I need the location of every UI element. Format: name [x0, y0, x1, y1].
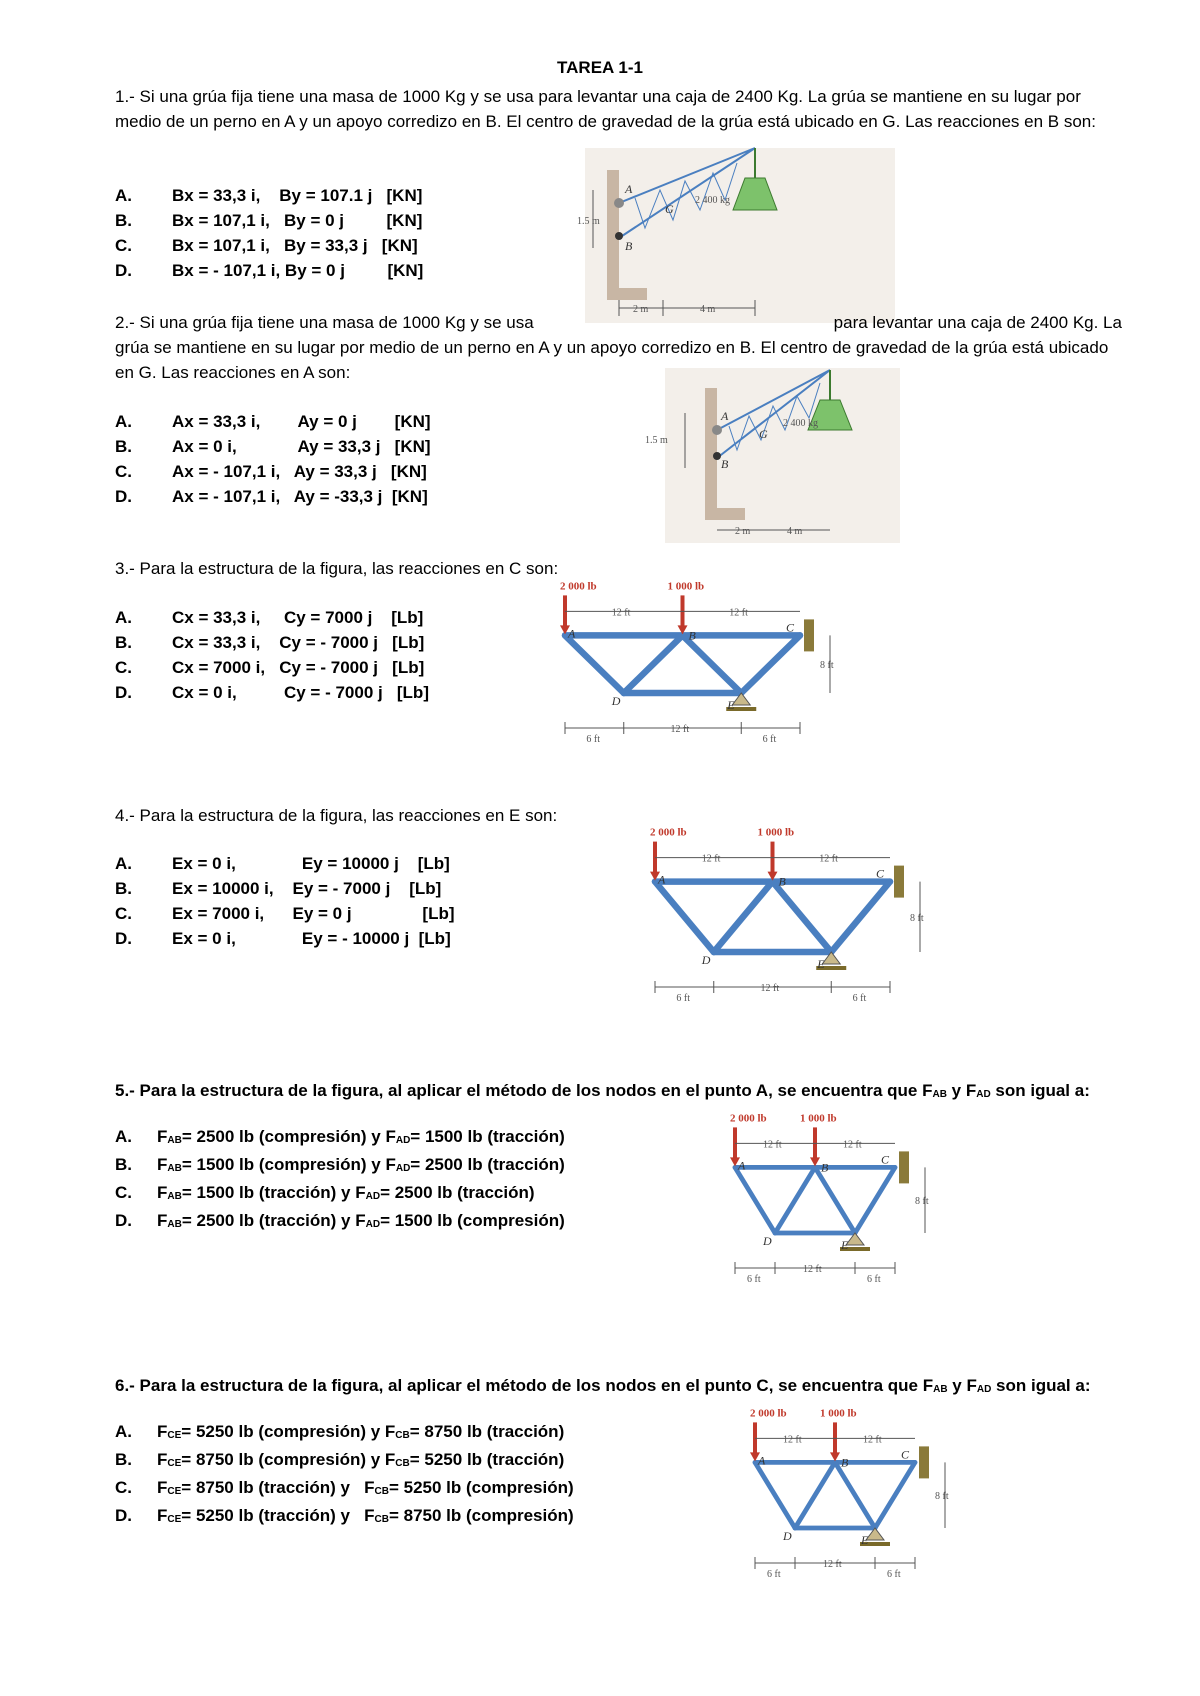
- node-d-label: D: [783, 1529, 792, 1543]
- option-letter: B.: [115, 1155, 132, 1174]
- node-e-label: E: [841, 1238, 849, 1252]
- point-a-label: A: [721, 409, 729, 423]
- truss-figure-3: [555, 580, 845, 765]
- point-b-label: B: [625, 239, 633, 253]
- option-text: $F_{AB}= 2500$ lb (tracción) y $F_{AD}= 1500$ lb (compresión): [157, 1211, 565, 1230]
- option-text: Ex = 0 i, Ey = - 10000 j [Lb]: [172, 929, 451, 948]
- wall-support: [919, 1446, 929, 1478]
- option-letter: B.: [115, 437, 132, 456]
- dim-left: 2 m: [735, 526, 751, 537]
- option-text: Ax = - 107,1 i, Ay = -33,3 j [KN]: [172, 487, 428, 506]
- option-text: Cx = 33,3 i, Cy = - 7000 j [Lb]: [172, 633, 425, 652]
- option-letter: A.: [115, 1422, 132, 1441]
- question-5-options: [115, 1124, 565, 1236]
- wall-support: [894, 866, 904, 898]
- node-d-label: D: [611, 694, 621, 708]
- span-label-2: 12 ft: [863, 1434, 882, 1446]
- question-6-mid: y F: [947, 1376, 977, 1395]
- question-5-main: 5.- Para la estructura de la figura, al aplicar el método de los nodos en el punto A, se encuentra que F: [115, 1081, 933, 1100]
- truss-member: [655, 882, 714, 952]
- option-5c[interactable]: [115, 1180, 565, 1208]
- option-3b[interactable]: [115, 630, 429, 655]
- option-1c[interactable]: [115, 233, 423, 258]
- option-letter: D.: [115, 683, 132, 702]
- option-text: $F_{AB}= 1500$ lb (compresión) y $F_{AD}= 2500$ lb (tracción): [157, 1155, 565, 1174]
- question-2-part-a: 2.- Si una grúa fija tiene una masa de 1000 Kg y se usa: [115, 313, 534, 332]
- option-letter: A.: [115, 608, 132, 627]
- bottom-mid-label: 12 ft: [760, 983, 780, 994]
- truss-member: [624, 635, 683, 693]
- option-text: Bx = 107,1 i, By = 0 j [KN]: [172, 211, 423, 230]
- node-b-label: B: [778, 874, 786, 889]
- option-6d[interactable]: [115, 1503, 574, 1531]
- option-text: $F_{CE}= 8750$ lb (compresión) y $F_{CB}= 5250$ lb (tracción): [157, 1450, 565, 1469]
- bottom-mid-label: 12 ft: [670, 724, 690, 735]
- node-a-label: A: [758, 1453, 766, 1468]
- node-b-label: B: [821, 1160, 829, 1175]
- point-g-label: G: [665, 202, 674, 216]
- truss-figure-6: [745, 1405, 960, 1610]
- option-text: Ax = 0 i, Ay = 33,3 j [KN]: [172, 437, 431, 456]
- span-label-2: 12 ft: [843, 1139, 862, 1151]
- option-6a[interactable]: [115, 1419, 574, 1447]
- option-2a[interactable]: [115, 409, 431, 434]
- node-c-label: C: [786, 620, 795, 635]
- node-e-label: E: [727, 698, 735, 712]
- option-letter: D.: [115, 1211, 132, 1230]
- span-label-2: 12 ft: [819, 853, 838, 865]
- bottom-right-label: 6 ft: [852, 993, 867, 1004]
- truss-member: [755, 1462, 795, 1528]
- option-letter: C.: [115, 904, 132, 923]
- option-text: Bx = - 107,1 i, By = 0 j [KN]: [172, 261, 424, 280]
- load-label-2: 1 000 lb: [667, 580, 705, 593]
- option-text: Ex = 7000 i, Ey = 0 j [Lb]: [172, 904, 455, 923]
- span-label-1: 12 ft: [611, 607, 631, 619]
- option-letter: B.: [115, 211, 132, 230]
- mass-label: 2 400 kg: [695, 195, 730, 206]
- truss-member: [875, 1462, 915, 1528]
- truss-member: [835, 1462, 875, 1528]
- option-letter: A.: [115, 412, 132, 431]
- load-label-2: 1 000 lb: [800, 1112, 837, 1125]
- height-label: 8 ft: [820, 660, 834, 672]
- page-title: TAREA 1-1: [557, 58, 643, 77]
- question-2-part-b: para levantar una caja de 2400: [833, 313, 1069, 332]
- load-label-1: 2 000 lb: [560, 580, 597, 593]
- option-letter: D.: [115, 929, 132, 948]
- sub-ab: AB: [933, 1384, 948, 1395]
- load-label-1: 2 000 lb: [730, 1112, 767, 1125]
- option-text: $F_{CE}= 5250$ lb (compresión) y $F_{CB}= 8750$ lb (tracción): [157, 1422, 565, 1441]
- wall-support: [804, 619, 814, 651]
- load-label-2: 1 000 lb: [820, 1407, 857, 1420]
- option-text: Cx = 33,3 i, Cy = 7000 j [Lb]: [172, 608, 424, 627]
- node-a-label: A: [738, 1158, 746, 1173]
- option-5a[interactable]: [115, 1124, 565, 1152]
- option-text: Bx = 107,1 i, By = 33,3 j [KN]: [172, 236, 418, 255]
- option-2c[interactable]: [115, 459, 431, 484]
- option-4c[interactable]: [115, 901, 455, 926]
- option-letter: A.: [115, 186, 132, 205]
- bottom-left-label: 6 ft: [767, 1569, 781, 1580]
- node-e-label: E: [861, 1533, 869, 1547]
- node-d-label: D: [701, 953, 711, 967]
- option-text: $F_{CE}= 8750$ lb (tracción) y $F_{CB}= 5250$ lb (compresión): [157, 1478, 574, 1497]
- truss-member: [795, 1462, 835, 1528]
- height-label: 8 ft: [935, 1491, 949, 1503]
- question-6-main: 6.- Para la estructura de la figura, al aplicar el método de los nodos en el punto C, se encuentra que F: [115, 1376, 934, 1395]
- question-3-options: [115, 605, 429, 705]
- truss-member: [831, 882, 890, 952]
- option-letter: C.: [115, 462, 132, 481]
- option-text: Cx = 0 i, Cy = - 7000 j [Lb]: [172, 683, 429, 702]
- height-label: 1.5 m: [645, 435, 668, 446]
- option-letter: B.: [115, 633, 132, 652]
- sub-ab: AB: [932, 1089, 947, 1100]
- truss-member: [741, 635, 800, 693]
- option-text: $F_{AB}= 1500$ lb (tracción) y $F_{AD}= 2500$ lb (tracción): [157, 1183, 535, 1202]
- question-2-options: [115, 409, 431, 509]
- question-1-options: [115, 183, 423, 283]
- option-text: Bx = 33,3 i, By = 107.1 j [KN]: [172, 186, 423, 205]
- node-a-label: A: [568, 626, 576, 641]
- question-6-text: [115, 1373, 1125, 1401]
- option-letter: C.: [115, 658, 132, 677]
- question-2-part-c: Kg. La grúa se mantiene en su lugar por medio de un perno en A y un apoyo corredizo en B. El centro de gravedad de la grúa está ubicado en G. Las reacciones en A son:: [115, 313, 1122, 382]
- option-letter: C.: [115, 1183, 132, 1202]
- truss-figure-4: [645, 820, 935, 1040]
- point-b-label: B: [721, 457, 729, 471]
- option-letter: D.: [115, 261, 132, 280]
- bottom-left-label: 6 ft: [676, 993, 690, 1004]
- mass-label: 2 400 kg: [783, 418, 818, 429]
- span-label-2: 12 ft: [729, 607, 748, 619]
- option-text: Ax = - 107,1 i, Ay = 33,3 j [KN]: [172, 462, 427, 481]
- option-text: $F_{CE}= 5250$ lb (tracción) y $F_{CB}= 8750$ lb (compresión): [157, 1506, 574, 1525]
- point-g-label: G: [759, 427, 768, 441]
- option-letter: C.: [115, 236, 132, 255]
- span-label-1: 12 ft: [783, 1434, 802, 1446]
- truss-member: [565, 635, 624, 693]
- option-3d[interactable]: [115, 680, 429, 705]
- node-c-label: C: [881, 1152, 890, 1167]
- option-1b[interactable]: [115, 208, 423, 233]
- option-2d[interactable]: [115, 484, 431, 509]
- load-label-1: 2 000 lb: [750, 1407, 787, 1420]
- sub-ad: AD: [976, 1384, 992, 1395]
- truss-member: [683, 635, 742, 693]
- truss-member: [855, 1167, 895, 1233]
- option-letter: B.: [115, 879, 132, 898]
- truss-member: [775, 1167, 815, 1233]
- option-letter: A.: [115, 1127, 132, 1146]
- height-label: 8 ft: [915, 1196, 929, 1208]
- question-3-text: 3.- Para la estructura de la figura, las reacciones en C son:: [115, 559, 559, 578]
- bottom-mid-label: 12 ft: [823, 1559, 842, 1570]
- truss-member: [773, 882, 832, 952]
- question-2-text: [115, 310, 1125, 385]
- truss-member: [815, 1167, 855, 1233]
- height-label: 1.5 m: [577, 216, 600, 227]
- option-5b[interactable]: [115, 1152, 565, 1180]
- option-letter: D.: [115, 1506, 132, 1525]
- option-text: Cx = 7000 i, Cy = - 7000 j [Lb]: [172, 658, 425, 677]
- option-text: Ex = 10000 i, Ey = - 7000 j [Lb]: [172, 879, 442, 898]
- node-e-label: E: [817, 957, 825, 971]
- bottom-mid-label: 12 ft: [803, 1264, 822, 1275]
- dim-right: 4 m: [787, 526, 803, 537]
- question-5-text: [115, 1078, 1125, 1106]
- dim-left: 2 m: [633, 304, 649, 315]
- question-5-mid: y F: [946, 1081, 977, 1100]
- truss-member: [735, 1167, 775, 1233]
- option-text: $F_{AB}= 2500$ lb (compresión) y $F_{AD}= 1500$ lb (tracción): [157, 1127, 565, 1146]
- wall-support: [899, 1151, 909, 1183]
- option-letter: D.: [115, 487, 132, 506]
- question-6-options: [115, 1419, 574, 1531]
- load-label-1: 2 000 lb: [650, 826, 687, 839]
- sub-ad: AD: [976, 1089, 991, 1100]
- option-3a[interactable]: [115, 605, 429, 630]
- question-1-text: 1.- Si una grúa fija tiene una masa de 1000 Kg y se usa para levantar una caja de 2400 Kg. La grúa se mantiene en su lugar por medio de un perno en A y un apoyo corredizo en B. El centro de gravedad de la grúa está ubicado en G. Las reacciones en B son:: [115, 87, 1096, 131]
- option-text: Ax = 33,3 i, Ay = 0 j [KN]: [172, 412, 431, 431]
- option-1a[interactable]: [115, 183, 423, 208]
- height-label: 8 ft: [910, 912, 924, 924]
- option-1d[interactable]: [115, 258, 423, 283]
- question-4-options: [115, 851, 455, 951]
- truss-figure-5: [725, 1110, 940, 1315]
- option-6c[interactable]: [115, 1475, 574, 1503]
- question-5-end: son igual a:: [990, 1081, 1090, 1100]
- bottom-right-label: 6 ft: [762, 734, 777, 745]
- load-label-2: 1 000 lb: [757, 826, 795, 839]
- node-c-label: C: [901, 1447, 910, 1462]
- crane-figure-1: [577, 148, 895, 323]
- option-text: Ex = 0 i, Ey = 10000 j [Lb]: [172, 854, 450, 873]
- question-4-text: 4.- Para la estructura de la figura, las reacciones en E son:: [115, 806, 558, 825]
- node-d-label: D: [763, 1234, 772, 1248]
- option-letter: A.: [115, 854, 132, 873]
- node-c-label: C: [876, 866, 885, 881]
- option-5d[interactable]: [115, 1208, 565, 1236]
- span-label-1: 12 ft: [763, 1139, 782, 1151]
- dim-right: 4 m: [700, 304, 716, 315]
- bottom-left-label: 6 ft: [747, 1274, 761, 1285]
- crane-figure-2: [645, 368, 900, 543]
- option-4a[interactable]: [115, 851, 455, 876]
- bottom-left-label: 6 ft: [586, 734, 600, 745]
- bottom-right-label: 6 ft: [887, 1569, 901, 1580]
- option-4d[interactable]: [115, 926, 455, 951]
- option-6b[interactable]: [115, 1447, 574, 1475]
- option-letter: B.: [115, 1450, 132, 1469]
- truss-member: [714, 882, 773, 952]
- node-b-label: B: [841, 1455, 849, 1470]
- bottom-right-label: 6 ft: [867, 1274, 881, 1285]
- node-a-label: A: [658, 872, 666, 887]
- option-letter: C.: [115, 1478, 132, 1497]
- option-3c[interactable]: [115, 655, 429, 680]
- node-b-label: B: [688, 628, 696, 643]
- question-6-end: son igual a:: [991, 1376, 1091, 1395]
- point-a-label: A: [625, 182, 633, 196]
- option-4b[interactable]: [115, 876, 455, 901]
- span-label-1: 12 ft: [701, 853, 721, 865]
- option-2b[interactable]: [115, 434, 431, 459]
